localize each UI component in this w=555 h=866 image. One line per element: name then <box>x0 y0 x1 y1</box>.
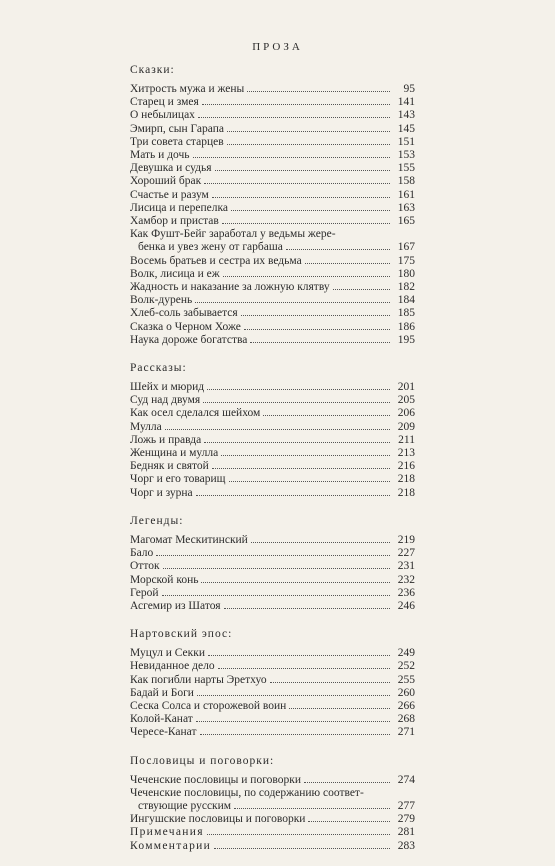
entry-title: Хитрость мужа и жены <box>130 83 245 95</box>
dot-leader <box>207 834 390 835</box>
entry-title: Восемь братьев и сестра их ведьма <box>130 254 302 267</box>
dot-leader <box>156 555 390 556</box>
entry-title: Три совета старцев <box>130 135 224 148</box>
dot-leader <box>305 263 390 264</box>
entry-page-number: 163 <box>397 201 415 214</box>
toc-entry <box>130 674 415 687</box>
entry-page-number: 158 <box>397 175 415 188</box>
entry-page-number: 184 <box>397 294 415 307</box>
entry-title: О небылицах <box>130 109 195 122</box>
entry-title: Хлеб-соль забывается <box>130 307 238 320</box>
entry-page-number: 185 <box>397 307 415 320</box>
dot-leader <box>204 442 390 443</box>
dot-leader <box>197 695 390 696</box>
dot-leader <box>212 468 390 469</box>
dot-leader <box>204 183 390 184</box>
toc-entry <box>130 600 415 613</box>
toc-entry <box>130 826 415 839</box>
toc-entry <box>130 381 415 394</box>
entry-title: Чеченские пословицы, по содержанию соответ- <box>130 786 364 799</box>
toc-entry <box>130 96 415 109</box>
entry-title: Примечания <box>130 826 204 839</box>
dot-leader <box>214 848 390 849</box>
dot-leader <box>215 170 390 171</box>
toc-entry <box>130 162 415 175</box>
dot-leader <box>263 415 390 416</box>
dot-leader <box>223 276 390 277</box>
entry-page-number: 279 <box>397 813 415 826</box>
entry-page-number: 277 <box>397 799 415 812</box>
dot-leader <box>231 210 390 211</box>
entry-page-number: 186 <box>397 320 415 333</box>
toc-entry <box>130 281 415 294</box>
entry-page-number: 274 <box>397 773 415 786</box>
entry-title: Шейх и мюрид <box>130 381 205 394</box>
dot-leader <box>221 455 390 456</box>
entry-title: Чересе-Канат <box>130 726 197 739</box>
dot-leader <box>218 668 390 669</box>
entry-title: Бадай и Боги <box>130 686 194 699</box>
dot-leader <box>222 223 390 224</box>
entry-title: Суд над двумя <box>130 394 201 407</box>
entry-page-number: 231 <box>397 560 415 573</box>
entry-title: Чеченские пословицы и поговорки <box>130 773 301 786</box>
entry-title: Чорг и зурна <box>130 486 193 499</box>
page-heading: ПРОЗА <box>252 41 303 53</box>
entry-title: Бедняк и святой <box>130 460 209 473</box>
toc-section <box>130 753 415 853</box>
dot-leader <box>241 315 390 316</box>
toc-entry <box>130 149 415 162</box>
toc-entry <box>130 175 415 188</box>
toc-entry <box>130 123 415 136</box>
toc-entry <box>130 228 415 254</box>
dot-leader <box>333 289 390 290</box>
dot-leader <box>196 495 390 496</box>
toc-entry <box>130 294 415 307</box>
entry-title: Как погибли нарты Эретхуо <box>130 673 267 686</box>
entry-title: Чорг и его товарищ <box>130 473 226 486</box>
entry-page-number: 143 <box>397 109 415 122</box>
dot-leader <box>251 542 390 543</box>
entry-page-number: 153 <box>397 149 415 162</box>
toc-section <box>130 513 415 613</box>
entry-page-number: 206 <box>397 407 415 420</box>
entry-page-number: 201 <box>397 381 415 394</box>
entry-title: Волк, лисица и еж <box>130 267 220 280</box>
entry-title: Невиданное дело <box>130 660 215 673</box>
entry-page-number: 216 <box>397 460 415 473</box>
toc-section <box>130 62 415 347</box>
entry-page-number: 260 <box>397 686 415 699</box>
toc-entry <box>130 421 415 434</box>
entry-title: Сказка о Черном Хоже <box>130 320 241 333</box>
toc-entry <box>130 307 415 320</box>
entry-title: ствующие русским <box>138 799 232 812</box>
dot-leader <box>308 821 390 822</box>
entry-page-number: 249 <box>397 647 415 660</box>
entry-page-number: 95 <box>403 83 415 95</box>
dot-leader <box>165 429 390 430</box>
entry-page-number: 255 <box>397 673 415 686</box>
entry-page-number: 218 <box>397 473 415 486</box>
toc-entry <box>130 394 415 407</box>
dot-leader <box>163 568 390 569</box>
toc-entry <box>130 726 415 739</box>
toc-entry <box>130 136 415 149</box>
entry-title: Колой-Канат <box>130 713 193 726</box>
toc-entry <box>130 774 415 787</box>
toc-entry <box>130 202 415 215</box>
entry-page-number: 283 <box>397 839 415 852</box>
toc-entry <box>130 660 415 673</box>
entry-page-number: 271 <box>397 726 415 739</box>
entry-title: Асгемир из Шатоя <box>130 599 221 612</box>
entry-title: Комментарии <box>130 839 212 852</box>
toc-entry <box>130 574 415 587</box>
dot-leader <box>304 782 390 783</box>
dot-leader <box>270 682 390 683</box>
entry-title: Эмирп, сын Гарапа <box>130 122 224 135</box>
entry-page-number: 232 <box>397 573 415 586</box>
toc-entry <box>130 434 415 447</box>
dot-leader <box>200 734 390 735</box>
dot-leader <box>286 249 390 250</box>
toc-entry <box>130 647 415 660</box>
dot-leader <box>224 608 390 609</box>
entry-title: Магомат Мескитинский <box>130 533 248 546</box>
toc-entry <box>130 334 415 347</box>
dot-leader <box>247 91 390 92</box>
dot-leader <box>208 655 390 656</box>
toc-entry <box>130 713 415 726</box>
toc-entry <box>130 268 415 281</box>
entry-title: Герой <box>130 586 159 599</box>
toc-entry <box>130 700 415 713</box>
toc-entry <box>130 547 415 560</box>
toc-section <box>130 626 415 739</box>
entry-title: Волк-дурень <box>130 294 193 307</box>
dot-leader <box>203 402 390 403</box>
toc-entry <box>130 460 415 473</box>
section-title: Пословицы и поговорки: <box>130 754 275 767</box>
dot-leader <box>244 329 390 330</box>
dot-leader <box>212 197 390 198</box>
dot-leader <box>162 595 390 596</box>
dot-leader <box>202 104 390 105</box>
entry-page-number: 268 <box>397 713 415 726</box>
entry-page-number: 161 <box>397 188 415 201</box>
entry-title: Хороший брак <box>130 175 202 188</box>
toc-entry <box>130 109 415 122</box>
table-of-contents <box>130 62 415 866</box>
entry-page-number: 141 <box>397 96 415 109</box>
entry-title: Лисица и перепелка <box>130 201 229 214</box>
entry-page-number: 209 <box>397 420 415 433</box>
toc-entry <box>130 83 415 96</box>
entry-title: Бало <box>130 547 154 560</box>
toc-entry <box>130 560 415 573</box>
entry-title: Как осел сделался шейхом <box>130 407 261 420</box>
entry-title: Мать и дочь <box>130 149 190 162</box>
entry-page-number: 281 <box>397 826 415 839</box>
dot-leader <box>289 708 390 709</box>
dot-leader <box>195 302 390 303</box>
entry-page-number: 213 <box>397 447 415 460</box>
entry-title: Жадность и наказание за ложную клятву <box>130 281 330 294</box>
entry-title: Ложь и правда <box>130 433 202 446</box>
toc-entry <box>130 473 415 486</box>
dot-leader <box>196 721 390 722</box>
toc-entry <box>130 447 415 460</box>
entry-page-number: 180 <box>397 267 415 280</box>
entry-page-number: 205 <box>397 394 415 407</box>
dot-leader <box>193 157 390 158</box>
entry-title: Хамбор и пристав <box>130 215 219 228</box>
entry-title: Ингушские пословицы и поговорки <box>130 813 306 826</box>
toc-entry <box>130 189 415 202</box>
entry-title: Счастье и разум <box>130 188 209 201</box>
section-title: Легенды: <box>130 514 184 527</box>
entry-title: Сеска Солса и сторожевой воин <box>130 699 287 712</box>
dot-leader <box>198 117 390 118</box>
entry-page-number: 151 <box>397 135 415 148</box>
entry-title: Женщина и мулла <box>130 447 219 460</box>
entry-page-number: 252 <box>397 660 415 673</box>
toc-entry <box>130 407 415 420</box>
section-title: Рассказы: <box>130 362 187 375</box>
toc-entry <box>130 813 415 826</box>
toc-section <box>130 360 415 500</box>
toc-entry <box>130 215 415 228</box>
dot-leader <box>227 131 390 132</box>
entry-title: Старец и змея <box>130 96 199 109</box>
dot-leader <box>229 481 390 482</box>
toc-entry <box>130 534 415 547</box>
entry-title: бенка и увез жену от гарбаша <box>138 241 283 254</box>
toc-entry <box>130 687 415 700</box>
entry-page-number: 182 <box>397 281 415 294</box>
entry-title: Отток <box>130 560 160 573</box>
toc-entry <box>130 255 415 268</box>
entry-page-number: 167 <box>397 241 415 254</box>
entry-page-number: 236 <box>397 586 415 599</box>
dot-leader <box>227 144 390 145</box>
entry-page-number: 227 <box>397 547 415 560</box>
toc-entry <box>130 587 415 600</box>
entry-title: Наука дороже богатства <box>130 333 248 346</box>
entry-page-number: 266 <box>397 699 415 712</box>
entry-page-number: 155 <box>397 162 415 175</box>
entry-title: Девушка и судья <box>130 162 212 175</box>
toc-entry <box>130 787 415 813</box>
entry-title: Муцул и Секки <box>130 647 205 660</box>
toc-entry <box>130 487 415 500</box>
entry-page-number: 246 <box>397 599 415 612</box>
section-title: Нартовский эпос: <box>130 628 233 641</box>
dot-leader <box>250 342 390 343</box>
dot-leader <box>234 808 390 809</box>
entry-page-number: 218 <box>397 486 415 499</box>
entry-page-number: 195 <box>397 333 415 346</box>
entry-page-number: 145 <box>397 122 415 135</box>
entry-page-number: 175 <box>397 254 415 267</box>
dot-leader <box>201 582 390 583</box>
section-title: Сказки: <box>130 64 175 76</box>
entry-page-number: 211 <box>398 433 415 446</box>
entry-page-number: 219 <box>397 533 415 546</box>
dot-leader <box>207 389 390 390</box>
entry-title: Мулла <box>130 420 162 433</box>
entry-title: Как Фушт-Бейг заработал у ведьмы жере- <box>130 228 336 241</box>
entry-page-number: 165 <box>397 215 415 228</box>
toc-entry <box>130 321 415 334</box>
entry-title: Морской конь <box>130 573 199 586</box>
